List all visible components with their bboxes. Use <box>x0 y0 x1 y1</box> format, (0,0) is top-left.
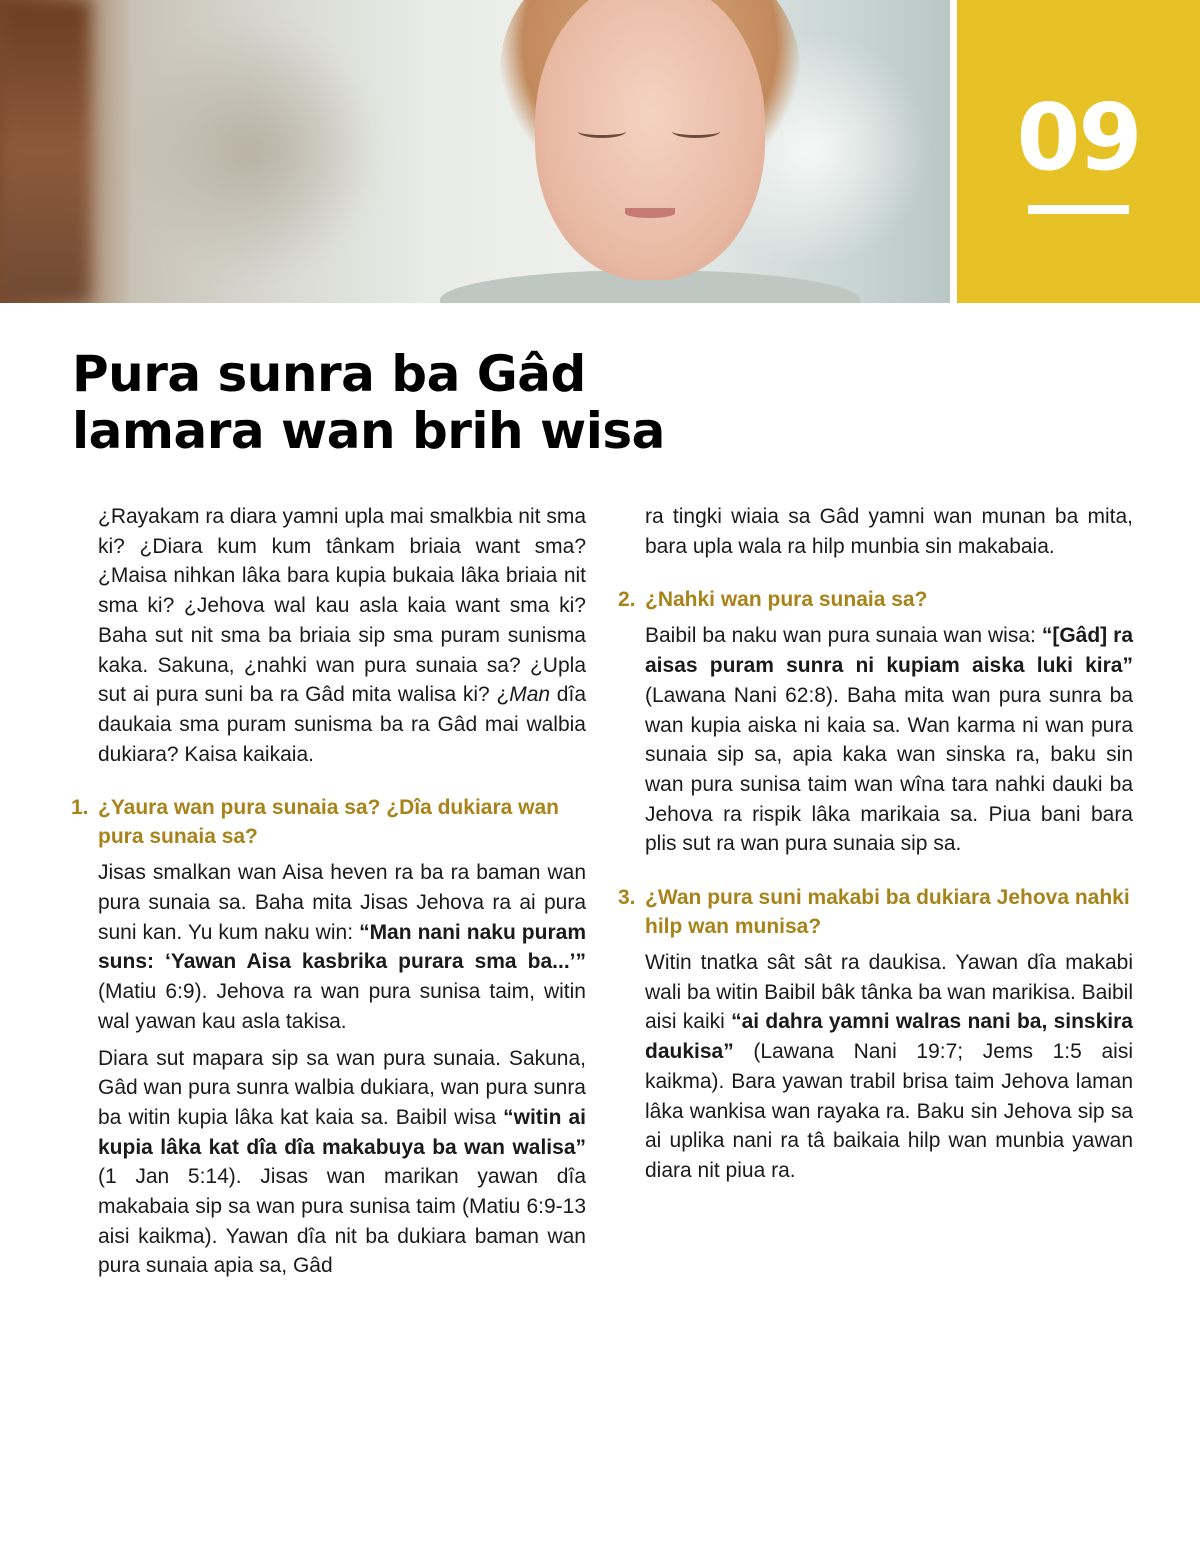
hero-photo-woman-eyes-closed <box>0 0 950 303</box>
left-column <box>71 502 586 1288</box>
bold-scripture-quote: “Man nani naku puram suns: ‘Yawan Aisa kasbrika purara sma ba...’” <box>98 920 586 974</box>
body-text: (Matiu 6:9). Jehova ra wan pura sunisa taim, witin wal yawan kau asla takisa. <box>98 980 586 1033</box>
answer-paragraph <box>98 858 586 1036</box>
question-text: ¿Nahki wan pura sunaia sa? <box>645 588 928 612</box>
answer-paragraph-continued <box>645 502 1133 561</box>
bold-scripture-quote: “ai dahra yamni walras nani ba, sinskira daukisa” <box>645 1010 1133 1064</box>
question-2 <box>618 585 1133 614</box>
bold-scripture-quote: “[Gâd] ra aisas puram sunra ni kupiam aiska luki kira” <box>645 624 1133 678</box>
title-line-2: lamara wan brih wisa <box>72 402 665 460</box>
body-text: Jisas smalkan wan Aisa heven ra ba ra baman wan pura sunaia sa. Baha mita Jisas Jehova ra ai pura suni kan. Yu kum naku win: <box>98 861 586 944</box>
question-number: 3. <box>618 886 636 910</box>
italic-text: Man <box>509 683 551 707</box>
page-title <box>72 346 672 460</box>
body-text: ra tingki wiaia sa Gâd yamni wan munan ba mita, bara upla wala ra hilp munbia sin makabaia. <box>645 505 1133 558</box>
body-text: Witin tnatka sât sât ra daukisa. Yawan dîa makabi wali ba witin Baibil bâk tânka ba wan marikisa. Baibil aisi kaiki <box>645 951 1133 1034</box>
answer-paragraph <box>645 621 1133 859</box>
lesson-number-badge <box>957 0 1200 303</box>
body-text: (Lawana Nani 19:7; Jems 1:5 aisi kaikma). Bara yawan trabil brisa taim Jehova laman lâka wankisa wan rayaka ra. Baku sin Jehova sip sa ai uplika nani ra tâ baikaia hilp wan munbia yawan diara nit piua ra. <box>645 1040 1133 1182</box>
question-number: 1. <box>71 796 89 820</box>
question-3 <box>618 883 1133 941</box>
lesson-number-underline <box>1028 205 1129 214</box>
answer-paragraph <box>98 1044 586 1282</box>
body-text: (Lawana Nani 62:8). Baha mita wan pura sunra ba wan kupia aiska ni kaia sa. Wan karma ni wan pura sunaia sip sa, apia kaka wan sinska ra, baku sin wan pura sunisa taim wan wîna tara nahki dauki ba Jehova ra rispik lâka marikaia sa. Piua bani bara plis sut ra wan pura sunaia sip sa. <box>645 683 1133 856</box>
answer-paragraph <box>645 948 1133 1186</box>
body-text: ¿Rayakam ra diara yamni upla mai smalkbia nit sma ki? ¿Diara kum kum tânkam briaia want sma? ¿Maisa nihkan lâka bara kupia bukaia lâka briaia nit sma ki? ¿Jehova wal kau asla kaia want sma ki? Baha sut nit sma ba briaia sip sma puram sunisma kaka. Sakuna, ¿nahki wan pura sunaia sa? ¿Upla sut ai pura suni ba ra Gâd mita walisa ki? ¿ <box>98 505 586 707</box>
question-text: ¿Yaura wan pura sunaia sa? ¿Dîa dukiara wan pura sunaia sa? <box>98 796 559 849</box>
question-text: ¿Wan pura suni makabi ba dukiara Jehova nahki hilp wan munisa? <box>645 886 1130 939</box>
right-column <box>618 502 1133 1193</box>
body-text: (1 Jan 5:14). Jisas wan marikan yawan dîa makabaia sip sa wan pura sunisa taim (Matiu 6:9-13 aisi kaikma). Yawan dîa nit ba dukiara baman wan pura sunaia apia sa, Gâd <box>98 1165 586 1278</box>
question-1 <box>71 793 586 851</box>
bold-scripture-quote: “witin ai kupia lâka kat dîa dîa makabuya ba wan walisa” <box>98 1105 586 1159</box>
title-line-1: Pura sunra ba Gâd <box>72 345 586 403</box>
body-text: Diara sut mapara sip sa wan pura sunaia. Sakuna, Gâd wan pura sunra walbia dukiara, wan pura sunra ba witin kupia lâka kat kaia sa. Baibil wisa <box>98 1046 586 1129</box>
body-text: Baibil ba naku wan pura sunaia wan wisa: <box>645 624 1042 648</box>
intro-paragraph <box>98 502 586 769</box>
lesson-number: 09 <box>1016 84 1141 191</box>
body-text: dîa daukaia sma puram sunisma ba ra Gâd mai walbia dukiara? Kaisa kaikaia. <box>98 683 586 766</box>
question-number: 2. <box>618 588 636 612</box>
